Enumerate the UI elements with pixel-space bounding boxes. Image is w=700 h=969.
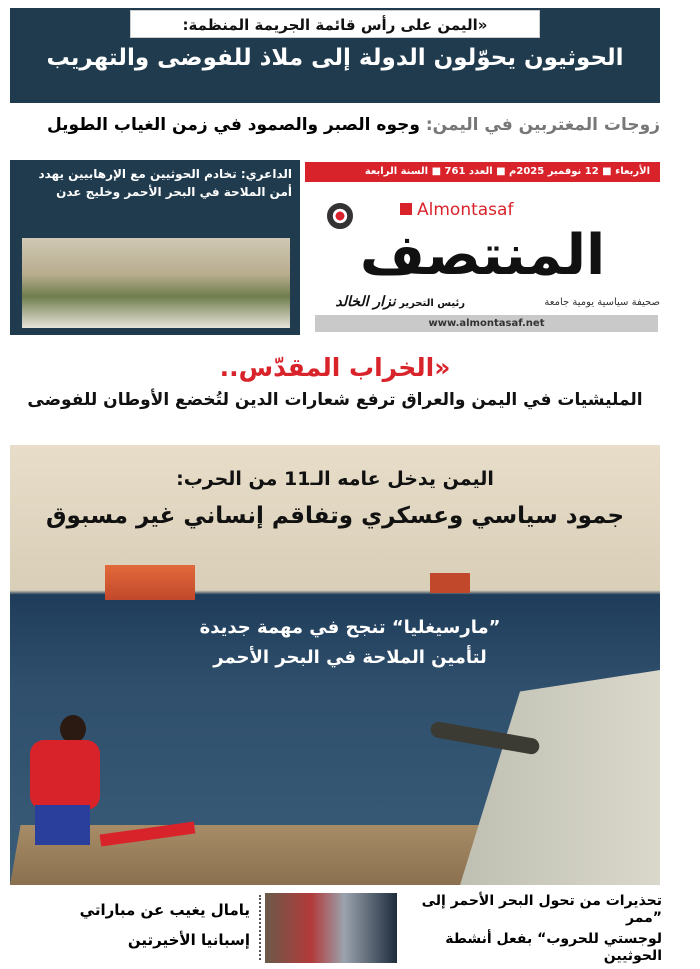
editor-label: رئيس التحرير <box>399 298 465 309</box>
main-story-kicker: «الخراب المقدّس.. <box>219 353 451 382</box>
second-story-kicker: زوجات المغتربين في اليمن: <box>425 115 660 135</box>
image-story-headline[interactable]: جمود سياسي وعسكري وتفاقم إنساني غير مسبوق <box>45 503 625 529</box>
brand-english-text: Almontasaf <box>417 200 514 220</box>
brand-english <box>400 200 513 220</box>
image-story-kicker: اليمن يدخل عامه الـ11 من الحرب: <box>176 468 494 490</box>
gun-turret <box>460 670 660 885</box>
yamal-line2: إسبانيا الأخيرتين <box>127 931 250 949</box>
editor-credit <box>315 292 465 314</box>
crosshair-logo-icon <box>327 203 353 229</box>
website-url[interactable]: www.almontasaf.net <box>315 315 658 332</box>
cover-photo <box>10 445 660 885</box>
editor-name: نزار الخالد <box>335 294 396 310</box>
date-bar: الأربعاء ■ 12 نوفمبر 2025م ■ العدد 761 ■ السنة الرابعة <box>305 162 660 182</box>
marsa-line1: ”مارسيغليا“ تنجح في مهمة جديدة <box>199 617 501 638</box>
cargo-ship <box>105 565 195 600</box>
yamal-story[interactable] <box>10 895 255 955</box>
redsea-line1: تحذيرات من تحول البحر الأحمر إلى ”ممر <box>421 893 662 926</box>
distant-ship <box>430 573 470 593</box>
redsea-story[interactable] <box>402 893 662 969</box>
yamal-line1: يامال يغيب عن مباراتي <box>79 901 250 919</box>
newspaper-logo: المنتصف <box>359 223 606 288</box>
marsa-line2: لتأمين الملاحة في البحر الأحمر <box>213 647 487 668</box>
side-story[interactable] <box>10 160 300 335</box>
tagline: صحيفة سياسية يومية جامعة <box>544 297 660 308</box>
dotted-divider <box>259 895 261 960</box>
second-story[interactable] <box>10 114 660 136</box>
side-story-headline: الداعري: تخادم الحوثيين مع الإرهابيين يهدد أمن الملاحة في البحر الأحمر وخليج عدن <box>38 167 292 199</box>
main-story-headline[interactable]: المليشيات في اليمن والعراق ترفع شعارات الدين لتُخضع الأوطان للفوضى <box>27 390 643 410</box>
top-story-kicker: «اليمن على رأس قائمة الجريمة المنظمة: <box>130 10 540 38</box>
top-story-headline[interactable]: الحوثيون يحوّلون الدولة إلى ملاذ للفوضى والتهريب <box>46 45 624 71</box>
redsea-photo <box>265 893 397 963</box>
meeting-photo <box>22 238 290 328</box>
red-square-icon <box>400 203 412 215</box>
redsea-line2: لوجستي للحروب“ بفعل أنشطة الحوثيين <box>445 931 662 964</box>
marsa-story[interactable] <box>150 613 550 673</box>
second-story-headline: وجوه الصبر والصمود في زمن الغياب الطويل <box>46 115 420 135</box>
football-player <box>15 710 195 885</box>
